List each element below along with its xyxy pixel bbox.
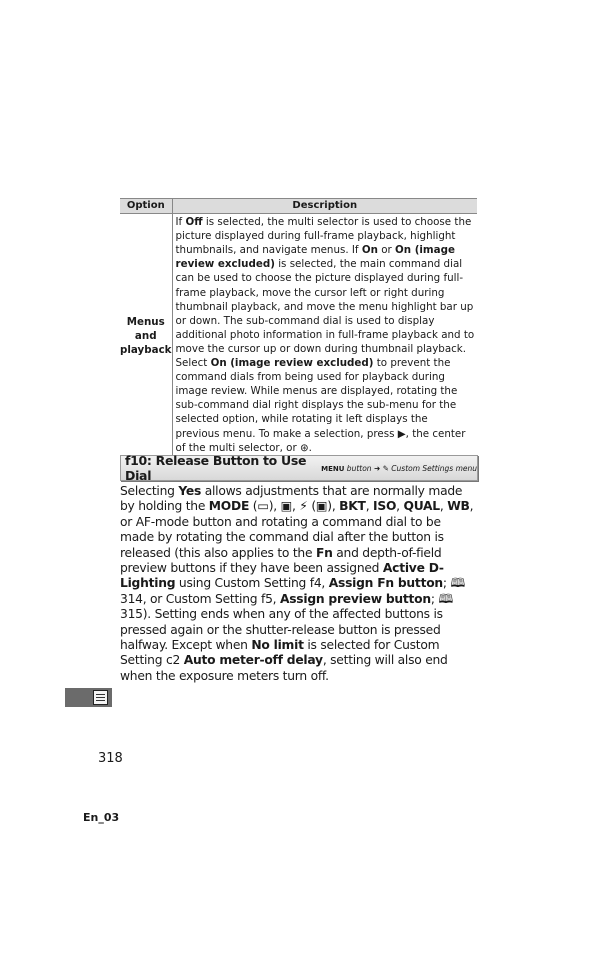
body-paragraph	[120, 484, 478, 684]
body-text: ),	[268, 499, 281, 514]
desc-on-excluded: On (image review excluded)	[175, 244, 455, 271]
no-limit: No limit	[251, 638, 304, 653]
arrow-right-icon: ➜	[373, 463, 381, 473]
body-text: allows adjustments that are normally made by holding the	[120, 484, 463, 514]
body-text: (	[307, 499, 316, 514]
header-option: Option	[120, 199, 172, 214]
bkt-label: BKT	[339, 499, 366, 514]
section-heading-bar	[120, 455, 478, 481]
menu-button-label: MENU	[321, 464, 345, 473]
book-icon: 🕮	[450, 576, 465, 591]
menu-list-icon	[93, 690, 108, 705]
fn-label: Fn	[315, 545, 333, 560]
flash-compensation-icon: ▣	[315, 499, 328, 514]
assign-fn-button: Assign Fn button	[328, 576, 443, 591]
body-text: and depth-of-field preview buttons if they have been assigned	[120, 545, 442, 576]
option-line-1: Menus	[126, 316, 165, 329]
desc-on-excluded: On (image review excluded)	[210, 357, 374, 370]
option-line-3: playback	[120, 344, 172, 357]
nav-button-text: button	[344, 463, 372, 473]
active-d-lighting: Active D-Lighting	[120, 561, 444, 591]
page-number: 318	[98, 751, 123, 766]
option-cell	[120, 214, 172, 460]
exposure-compensation-icon: ▣	[280, 499, 292, 514]
mode-label: MODE	[208, 499, 250, 514]
body-text: ,	[396, 499, 404, 514]
option-line-2: and	[134, 330, 157, 343]
qual-label: QUAL	[403, 499, 440, 514]
desc-text: .	[308, 441, 312, 454]
wb-label: WB	[447, 499, 470, 514]
table-row	[120, 214, 477, 460]
body-text: using Custom Setting f4,	[175, 576, 329, 591]
body-text: ;	[430, 591, 439, 606]
desc-text: , the center of the multi selector, or	[175, 427, 466, 454]
desc-text: to prevent the command dials from being used for playback during image review. While menus are displayed, rotating the sub-command dial right displays the sub-menu for the selected option, while rotating it left displays the previous menu. To make a selection, press	[175, 357, 458, 440]
body-text: ,	[291, 499, 300, 514]
desc-text: If	[175, 216, 186, 229]
flash-icon: ⚡	[299, 499, 308, 514]
desc-text: or	[377, 244, 396, 257]
ok-button-icon: ⊛	[299, 441, 309, 454]
body-text: ;	[442, 576, 451, 591]
auto-meter-off-delay: Auto meter-off delay	[183, 653, 323, 668]
body-text: ,	[439, 499, 448, 514]
right-arrow-icon: ▶	[397, 427, 406, 440]
body-text: Selecting	[120, 484, 179, 498]
release-mode-icon: ▭	[257, 499, 269, 514]
desc-on: On	[361, 244, 378, 257]
pencil-icon: ✎	[382, 463, 389, 473]
header-description: Description	[172, 199, 477, 214]
body-text: (	[249, 499, 258, 514]
menu-path	[321, 464, 477, 473]
footer-code: En_03	[83, 811, 120, 824]
assign-preview-button: Assign preview button	[279, 591, 431, 606]
nav-settings-text: Custom Settings menu	[388, 463, 477, 473]
body-yes: Yes	[178, 484, 202, 498]
body-text: 314, or Custom Setting f5,	[120, 591, 280, 606]
desc-off: Off	[185, 216, 203, 229]
options-table	[120, 198, 477, 460]
desc-text: is selected, the main command dial can be used to choose the picture displayed during full-frame playback, move the cursor left or right during thumbnail playback, and move the menu highlight bar up or down. The sub-command dial is used to display additional photo information in full-frame playback and to move the cursor up or down during thumbnail playback. Select	[175, 258, 475, 370]
body-text: 315). Setting ends when any of the affected buttons is pressed again or the shutter-release button is pressed halfway. Except when	[120, 607, 443, 653]
section-title: f10: Release Button to Use Dial	[125, 453, 307, 483]
iso-label: ISO	[373, 499, 397, 514]
body-text: , setting will also end when the exposure meters turn off.	[120, 653, 448, 683]
body-text: , or AF-mode button and rotating a command dial to be made by rotating the command dial after the button is released (this also applies to the	[120, 499, 474, 560]
body-text: is selected for Custom Setting c2	[120, 638, 440, 668]
book-icon: 🕮	[438, 591, 453, 606]
description-cell	[172, 214, 477, 460]
desc-text: is selected, the multi selector is used to choose the picture displayed during full-frame playback, highlight thumbnails, and navigate menus. If	[175, 216, 472, 257]
table-header-row	[120, 199, 477, 214]
menu-tab-marker	[65, 688, 112, 707]
body-text: ,	[365, 499, 374, 514]
body-text: ),	[327, 499, 340, 514]
